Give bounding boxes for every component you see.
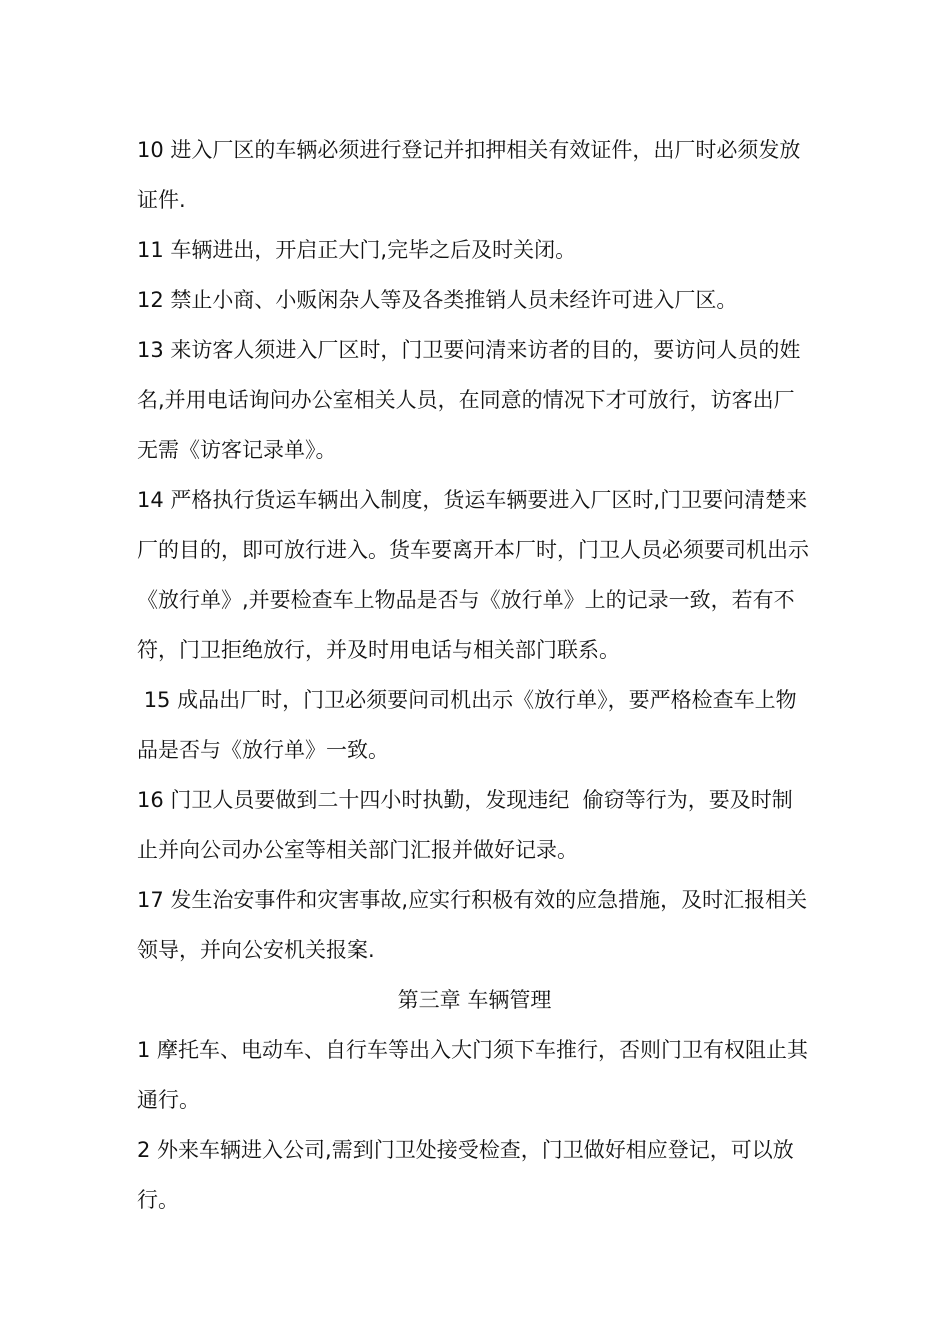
paragraph-11: 11 车辆进出，开启正大门,完毕之后及时关闭。 [137,238,577,262]
chapter-paragraph-1: 1 摩托车、电动车、自行车等出入大门须下车推行，否则门卫有权阻止其通行。 [137,1038,809,1112]
paragraph-14: 14 严格执行货运车辆出入制度，货运车辆要进入厂区时,门卫要问清楚来厂的目的，即可放行进入。货车要离开本厂时，门卫人员必须要司机出示《放行单》,并要检查车上物品是否与《放行单》上的记录一致，若有不符，门卫拒绝放行，并及时用电话与相关部门联系。 [137,488,809,662]
chapter-heading: 第三章 车辆管理 [397,988,552,1012]
paragraph-15: 15 成品出厂时，门卫必须要问司机出示《放行单》，要严格检查车上物品是否与《放行单》一致。 [137,688,797,762]
paragraph-10: 10 进入厂区的车辆必须进行登记并扣押相关有效证件，出厂时必须发放证件. [137,138,801,212]
paragraph-12: 12 禁止小商、小贩闲杂人等及各类推销人员未经许可进入厂区。 [137,288,738,312]
document-body [137,125,812,1225]
paragraph-16: 16 门卫人员要做到二十四小时执勤，发现违纪 偷窃等行为，要及时制止并向公司办公室等相关部门汇报并做好记录。 [137,788,793,862]
chapter-paragraph-2: 2 外来车辆进入公司,需到门卫处接受检查，门卫做好相应登记，可以放行。 [137,1138,794,1212]
paragraph-17: 17 发生治安事件和灾害事故,应实行积极有效的应急措施，及时汇报相关领导，并向公安机关报案. [137,888,808,962]
paragraph-13: 13 来访客人须进入厂区时，门卫要问清来访者的目的，要访问人员的姓名,并用电话询问办公室相关人员，在同意的情况下才可放行，访客出厂无需《访客记录单》。 [137,338,801,462]
